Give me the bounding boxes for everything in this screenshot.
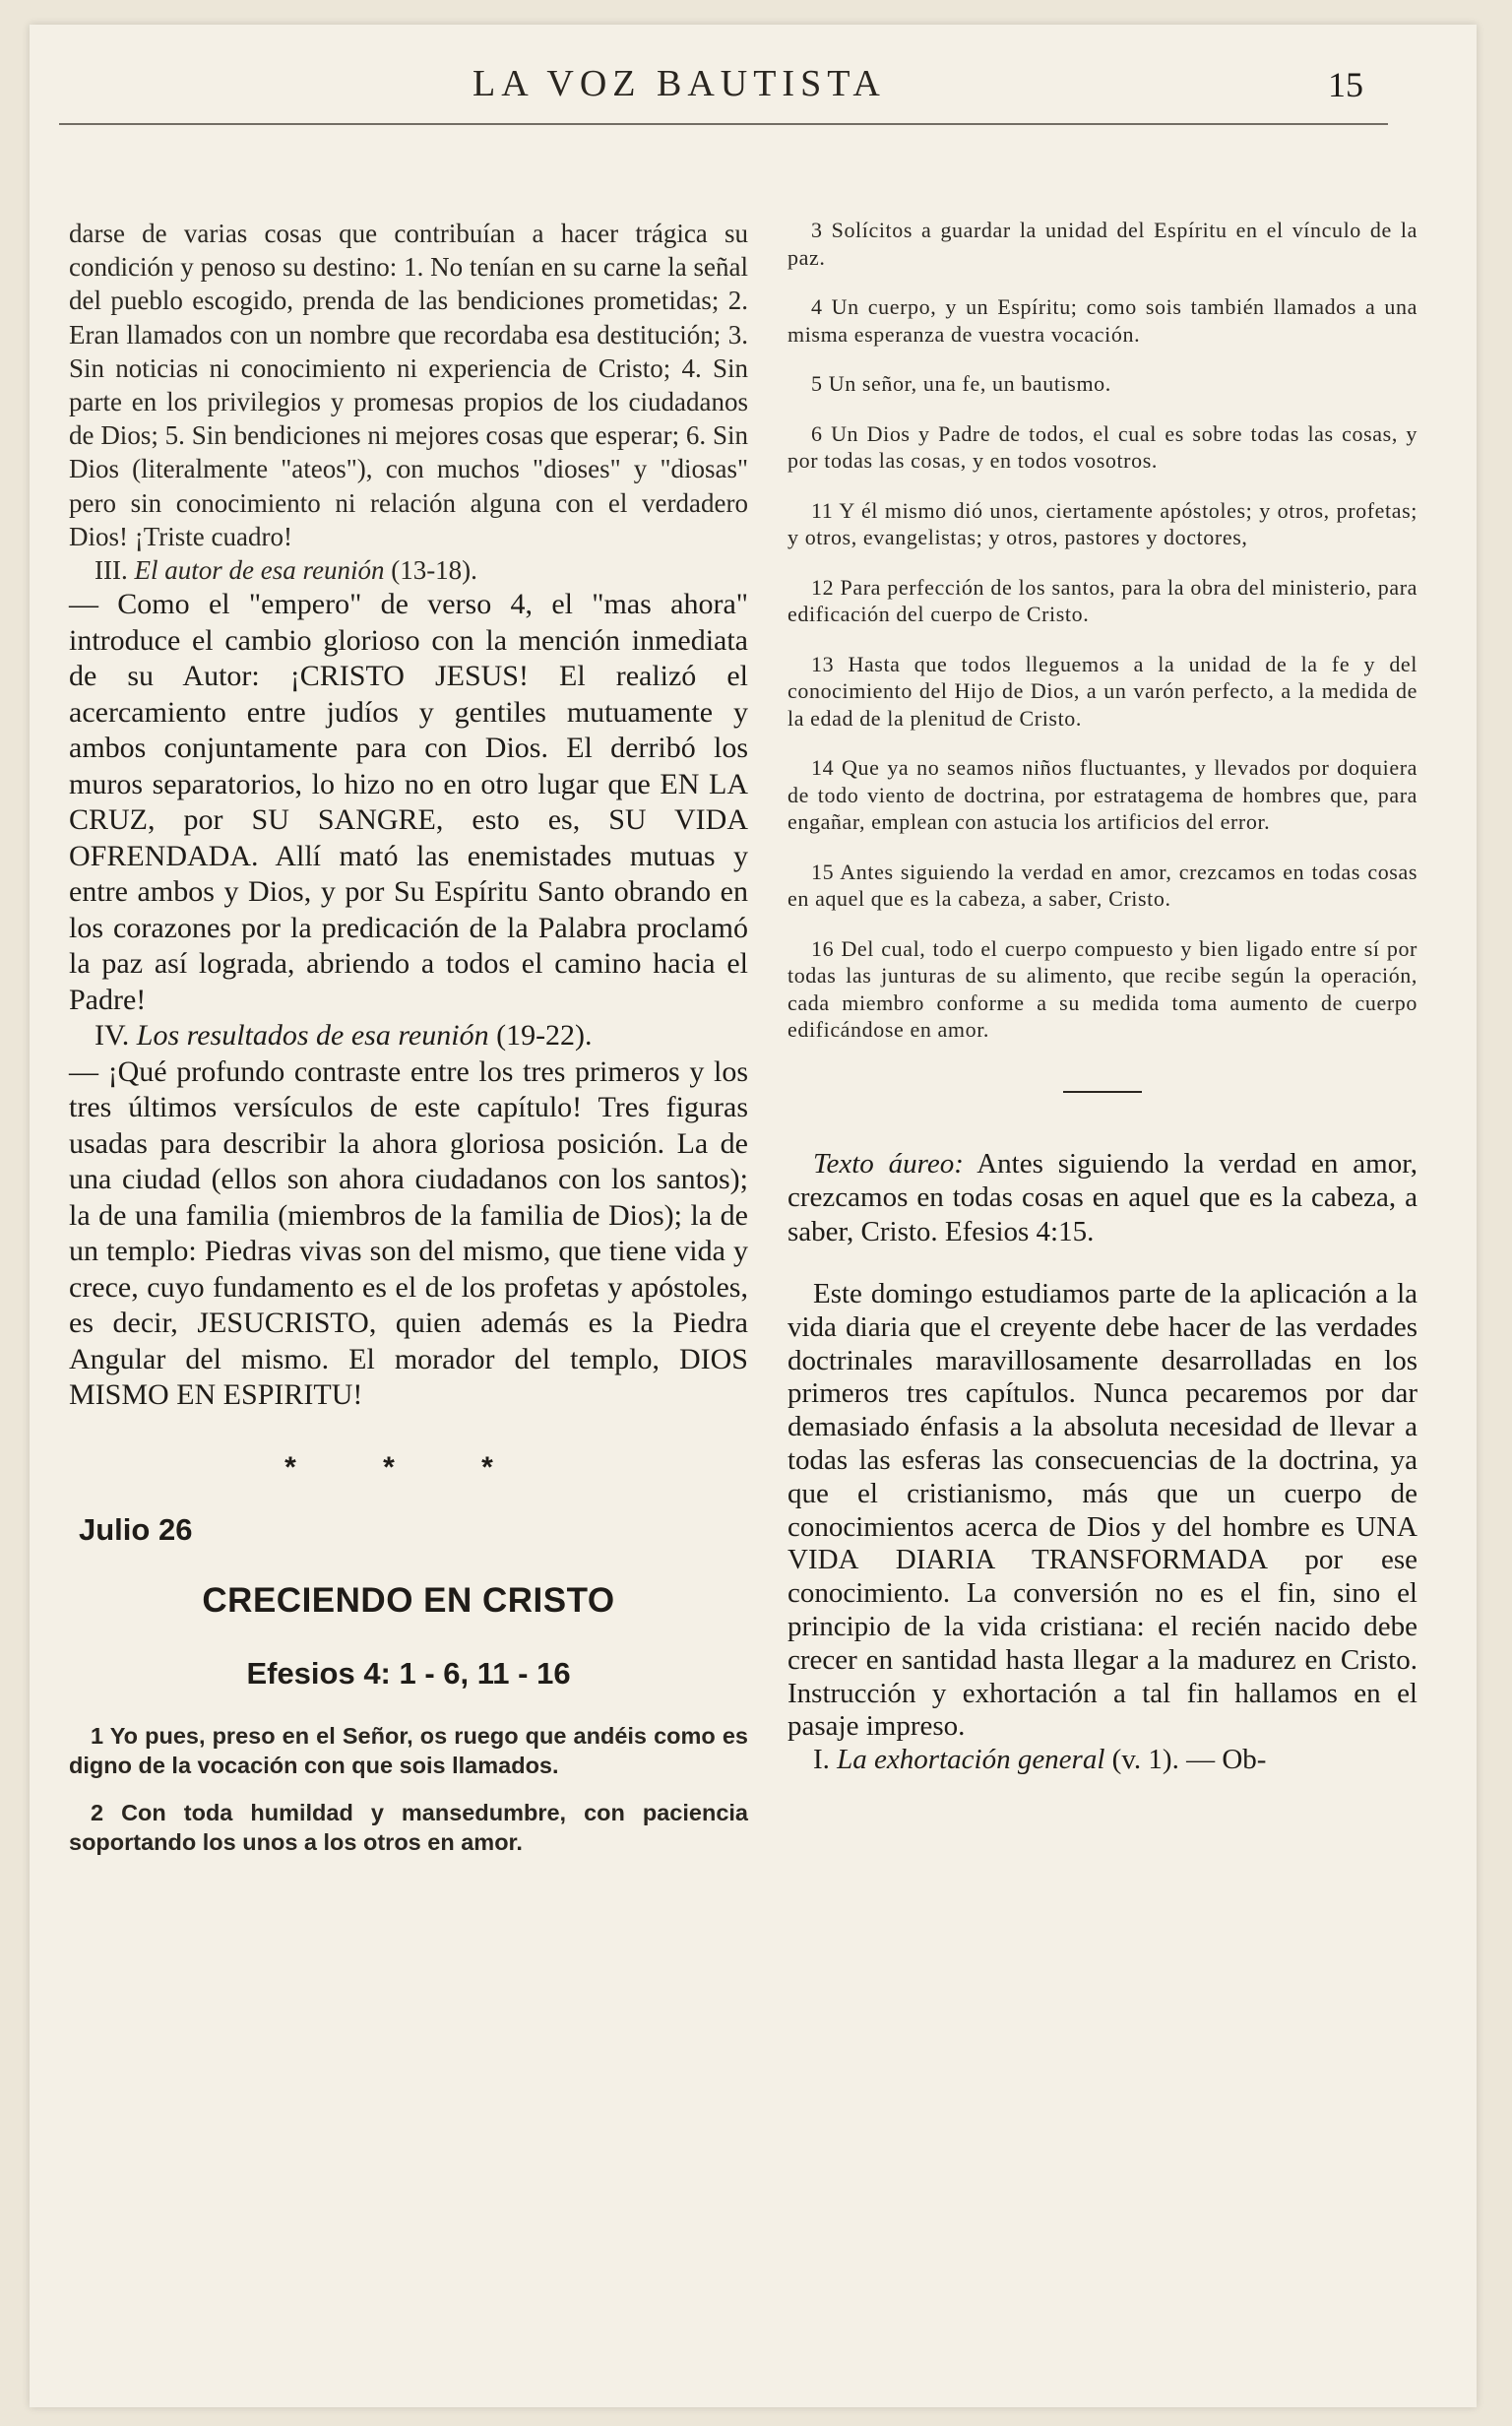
- section-number: III.: [94, 555, 128, 586]
- paragraph-results: [69, 1018, 748, 1054]
- verse-2: 2 Con toda humildad y mansedumbre, con paciencia soportando los unos a los otros en amor.: [69, 1799, 748, 1855]
- verse-16: 16 Del cual, todo el cuerpo compuesto y bien ligado entre sí por todas las junturas de su alimento, que recibe según la operación, cada miembro conforme a su medida toma aumento de cuerpo edificándose en amor.: [788, 935, 1418, 1042]
- section-heading: La exhortación general: [837, 1744, 1105, 1776]
- paragraph-author-text: — Como el "empero" de verso 4, el "mas ahora" introduce el cambio glorioso con la mención inmediata de su Autor: ¡CRISTO JESUS! El realizó el acercamiento entre judíos y gentiles mutuamente y ambos conjuntamente para con Dios. El derribó los muros separatorios, lo hizo no en otro lugar que EN LA CRUZ, por SU SANGRE, esto es, SU VIDA OFRENDADA. Allí mató las enemistades mutuas y entre ambos y Dios, y por Su Espíritu Santo obrando en los corazones por la predicación de la Palabra proclamó la paz así lograda, abriendo a todos el camino hacia el Padre!: [69, 588, 748, 1016]
- magazine-title: LA VOZ BAUTISTA: [472, 63, 886, 104]
- section-rule: [1063, 1091, 1142, 1093]
- header-rule: [59, 123, 1388, 125]
- section-number: I.: [813, 1744, 830, 1776]
- verse-13: 13 Hasta que todos lleguemos a la unidad de la fe y del conocimiento del Hijo de Dios, a un varón perfecto, a la medida de la edad de la plenitud de Cristo.: [788, 651, 1418, 731]
- section-reference: (13-18).: [391, 555, 477, 586]
- verse-11: 11 Y él mismo dió unos, ciertamente apóstoles; y otros, profetas; y otros, evangelistas; y otros, pastores y doctores,: [788, 497, 1418, 549]
- paragraph-results-text: — ¡Qué profundo contraste entre los tres primeros y los tres últimos versículos de este capítulo! Tres figuras usadas para describir la ahora gloriosa posición. La de una ciudad (ellos son ahora ciudadanos con los santos); la de una familia (miembros de la familia de Dios); la de un templo: Piedras vivas son del mismo, que tiene vida y crece, cuyo fundamento es el de los profetas y apóstoles, es decir, JESUCRISTO, quien además es la Piedra Angular del mismo. El morador del templo, DIOS MISMO EN ESPIRITU!: [69, 1054, 748, 1412]
- section-heading: El autor de esa reunión: [134, 555, 385, 586]
- verse-5: 5 Un señor, una fe, un bautismo.: [811, 371, 1111, 396]
- paragraph-author: [69, 553, 748, 587]
- section-reference: (v. 1). — Ob-: [1111, 1744, 1267, 1776]
- exhortation-heading: [788, 1744, 1418, 1777]
- section-reference: (19-22).: [496, 1019, 593, 1053]
- verse-3: 3 Solícitos a guardar la unidad del Espíritu en el vínculo de la paz.: [788, 218, 1418, 270]
- golden-text-body: Antes siguiendo la verdad en amor, crezcamos en todas cosas en aquel que es la cabeza, a saber, Cristo. Efesios 4:15.: [788, 1147, 1418, 1247]
- section-divider-stars: * * *: [284, 1450, 533, 1484]
- left-column: [69, 217, 748, 1875]
- lesson-date: Julio 26: [79, 1511, 193, 1547]
- verse-15: 15 Antes siguiendo la verdad en amor, crezcamos en todas cosas en aquel que es la cabeza, a saber, Cristo.: [788, 859, 1418, 911]
- golden-text: [788, 1147, 1418, 1249]
- golden-text-label: Texto áureo:: [813, 1147, 964, 1180]
- section-number: IV.: [94, 1019, 130, 1053]
- verse-12: 12 Para perfección de los santos, para la obra del ministerio, para edificación del cuerpo de Cristo.: [788, 574, 1418, 626]
- verse-6: 6 Un Dios y Padre de todos, el cual es sobre todas las cosas, y por todas las cosas, y en todos vosotros.: [788, 420, 1418, 473]
- paragraph-conditions: darse de varias cosas que contribuían a hacer trágica su condición y penoso su destino: 1. No tenían en su carne la señal del pueblo escogido, prenda de las bendiciones prometidas; 2. Eran llamados con un nombre que recordaba esa destitución; 3. Sin noticias ni conocimiento ni experiencia de Cristo; 4. Sin parte en los privilegios y promesas propios de los ciudadanos de Dios; 5. Sin bendiciones ni mejores cosas que esperar; 6. Sin Dios (literalmente "ateos"), con muchos "dioses" y "diosas" pero sin conocimiento ni relación alguna con el verdadero Dios! ¡Triste cuadro!: [69, 219, 748, 551]
- section-heading: Los resultados de esa reunión: [136, 1019, 489, 1053]
- lesson-title: CRECIENDO EN CRISTO: [202, 1580, 615, 1620]
- page-number: 15: [1328, 65, 1363, 104]
- lesson-scripture-reference: Efesios 4: 1 - 6, 11 - 16: [246, 1655, 571, 1691]
- verse-1: 1 Yo pues, preso en el Señor, os ruego que andéis como es digno de la vocación con que sois llamados.: [69, 1722, 748, 1778]
- verse-4: 4 Un cuerpo, y un Espíritu; como sois también llamados a una misma esperanza de vuestra vocación.: [788, 294, 1418, 347]
- verse-14: 14 Que ya no seamos niños fluctuantes, y llevados por doquiera de todo viento de doctrina, por estratagema de hombres que, para engañar, emplean con astucia los artificios del error.: [788, 755, 1418, 834]
- commentary-paragraph: Este domingo estudiamos parte de la aplicación a la vida diaria que el creyente debe hacer de las verdades doctrinales maravillosamente desarrolladas en los primeros tres capítulos. Nunca pecaremos por dar demasiado énfasis a la absoluta necesidad de llevar a todas las esferas las consecuencias de la doctrina, ya que el cristianismo, más que un cuerpo de conocimientos acerca de Dios y del hombre es UNA VIDA DIARIA TRANSFORMADA por ese conocimiento. La conversión no es el fin, sino el principio de la vida cristiana: el recién nacido debe crecer en santidad hasta llegar a la madurez en Cristo. Instrucción y exhortación a tal fin hallamos en el pasaje impreso.: [788, 1278, 1418, 1743]
- document-page: [30, 25, 1477, 2407]
- page-header: [30, 54, 1477, 123]
- right-column: [788, 217, 1418, 1777]
